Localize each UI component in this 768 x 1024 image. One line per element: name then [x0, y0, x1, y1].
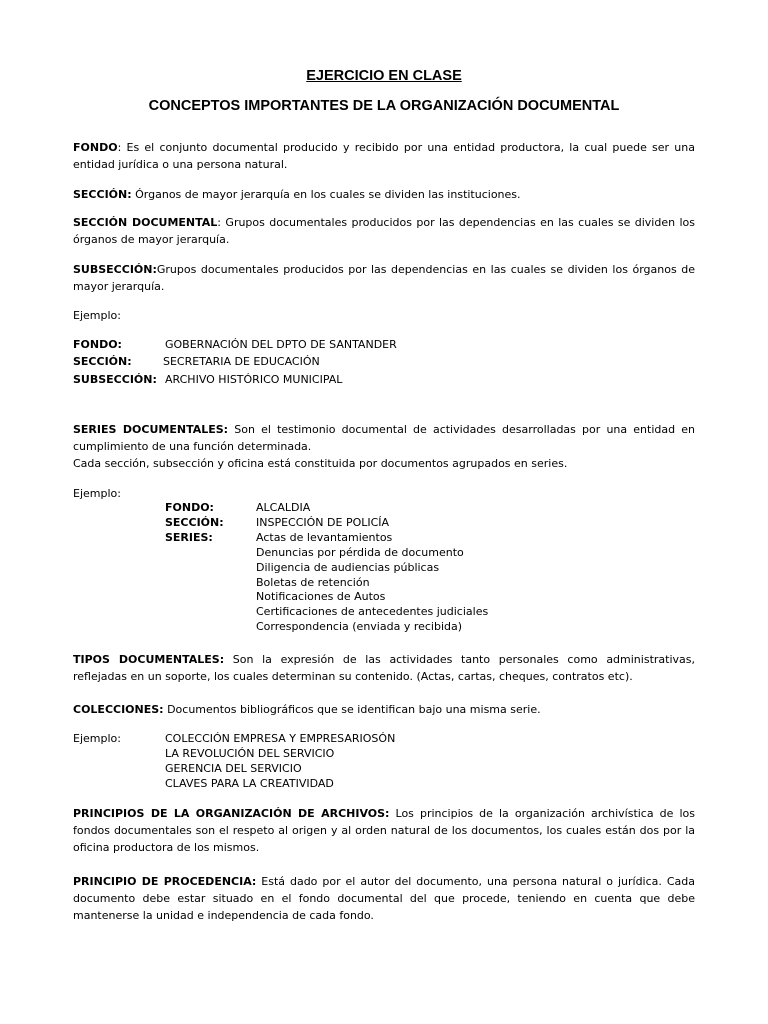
page-subtitle: CONCEPTOS IMPORTANTES DE LA ORGANIZACIÓN DOCUMENTAL	[148, 98, 620, 114]
ejemplo1-key: SUBSECCIÓN:	[73, 373, 157, 386]
seccion-paragraph	[73, 186, 695, 203]
ejemplo1-value: SECRETARIA DE EDUCACIÓN	[163, 355, 320, 368]
principios-paragraph	[73, 805, 695, 856]
ejemplo1-label: Ejemplo:	[73, 309, 121, 322]
ejemplo1-value: ARCHIVO HISTÓRICO MUNICIPAL	[165, 373, 343, 386]
colecciones-term: COLECCIONES:	[73, 703, 164, 716]
ejemplo2-label: Ejemplo:	[73, 487, 121, 500]
series-documentales-term: SERIES DOCUMENTALES:	[73, 423, 229, 436]
series-item: Notificaciones de Autos	[256, 590, 386, 603]
procedencia-text: Está dado por el autor del documento, una persona natural o jurídica. Cada documento debe estar situado en el fondo documental del que procede, teniendo en cuenta que debe mantenerse la unidad e independencia de cada fondo.	[73, 875, 695, 922]
series-item: Boletas de retención	[256, 576, 370, 589]
series-item: Actas de levantamientos	[256, 531, 393, 544]
tipos-documentales-paragraph	[73, 651, 695, 685]
series-documentales-text: Son el testimonio documental de actividades desarrolladas por una entidad en cumplimiento de una función determinada.	[73, 423, 695, 453]
principios-text: Los principios de la organización archivística de los fondos documentales son el respeto al origen y al orden natural de los documentos, los cuales están dos por la oficina productora de los mismos.	[73, 807, 695, 854]
fondo-text: Es el conjunto documental producido y recibido por una entidad productora, la cual puede ser una entidad jurídica o una persona natural.	[73, 141, 695, 171]
procedencia-term: PRINCIPIO DE PROCEDENCIA:	[73, 875, 257, 888]
seccion-term: SECCIÓN:	[73, 188, 132, 201]
seccion-text: Órganos de mayor jerarquía en los cuales se dividen las instituciones.	[131, 188, 521, 201]
subseccion-paragraph	[73, 261, 695, 295]
ejemplo3-label: Ejemplo:	[73, 732, 121, 745]
coleccion-item: LA REVOLUCIÓN DEL SERVICIO	[165, 747, 335, 760]
seccion-documental-term: SECCIÓN DOCUMENTAL	[73, 216, 218, 229]
ejemplo1-value: GOBERNACIÓN DEL DPTO DE SANTANDER	[165, 338, 397, 351]
subseccion-text: Grupos documentales producidos por las dependencias en las cuales se dividen los órganos de mayor jerarquía.	[73, 263, 695, 293]
ejemplo1-row	[73, 353, 132, 370]
ejemplo1-key: FONDO:	[73, 338, 122, 351]
ejemplo1-row	[73, 371, 157, 388]
fondo-paragraph	[73, 139, 695, 173]
page-title: EJERCICIO EN CLASE	[306, 68, 462, 84]
ejemplo2-fondo-value: ALCALDIA	[256, 501, 311, 514]
series-documentales-extra: Cada sección, subsección y oficina está constituida por documentos agrupados en series.	[73, 457, 568, 470]
fondo-sep: :	[117, 141, 122, 154]
fondo-term: FONDO	[73, 141, 118, 154]
coleccion-item: COLECCIÓN EMPRESA Y EMPRESARIOSÓN	[165, 732, 396, 745]
tipos-documentales-term: TIPOS DOCUMENTALES:	[73, 653, 225, 666]
seccion-documental-text: Grupos documentales producidos por las dependencias en las cuales se dividen los órganos de mayor jerarquía.	[73, 216, 695, 246]
series-item: Certificaciones de antecedentes judiciales	[256, 605, 489, 618]
coleccion-item: GERENCIA DEL SERVICIO	[165, 762, 302, 775]
procedencia-paragraph	[73, 873, 695, 924]
colecciones-paragraph	[73, 701, 695, 718]
series-item: Denuncias por pérdida de documento	[256, 546, 464, 559]
series-item: Diligencia de audiencias públicas	[256, 561, 440, 574]
ejemplo2-seccion-key: SECCIÓN:	[165, 516, 224, 529]
tipos-documentales-text: Son la expresión de las actividades tanto personales como administrativas, reflejadas en un soporte, los cuales determinan su contenido. (Actas, cartas, cheques, contratos etc).	[73, 653, 695, 683]
ejemplo2-series-key: SERIES:	[165, 531, 213, 544]
ejemplo2-fondo-key: FONDO:	[165, 501, 214, 514]
subseccion-term: SUBSECCIÓN:	[73, 263, 157, 276]
colecciones-text: Documentos bibliográficos que se identifican bajo una misma serie.	[163, 703, 541, 716]
series-documentales-paragraph	[73, 421, 695, 455]
principios-term: PRINCIPIOS DE LA ORGANIZACIÓN DE ARCHIVOS:	[73, 807, 390, 820]
seccion-documental-paragraph	[73, 214, 695, 248]
coleccion-item: CLAVES PARA LA CREATIVIDAD	[165, 777, 334, 790]
ejemplo1-row	[73, 336, 122, 353]
ejemplo1-key: SECCIÓN:	[73, 355, 132, 368]
series-item: Correspondencia (enviada y recibida)	[256, 620, 463, 633]
ejemplo2-seccion-value: INSPECCIÓN DE POLICÍA	[256, 516, 390, 529]
seccion-documental-sep: :	[217, 216, 222, 229]
